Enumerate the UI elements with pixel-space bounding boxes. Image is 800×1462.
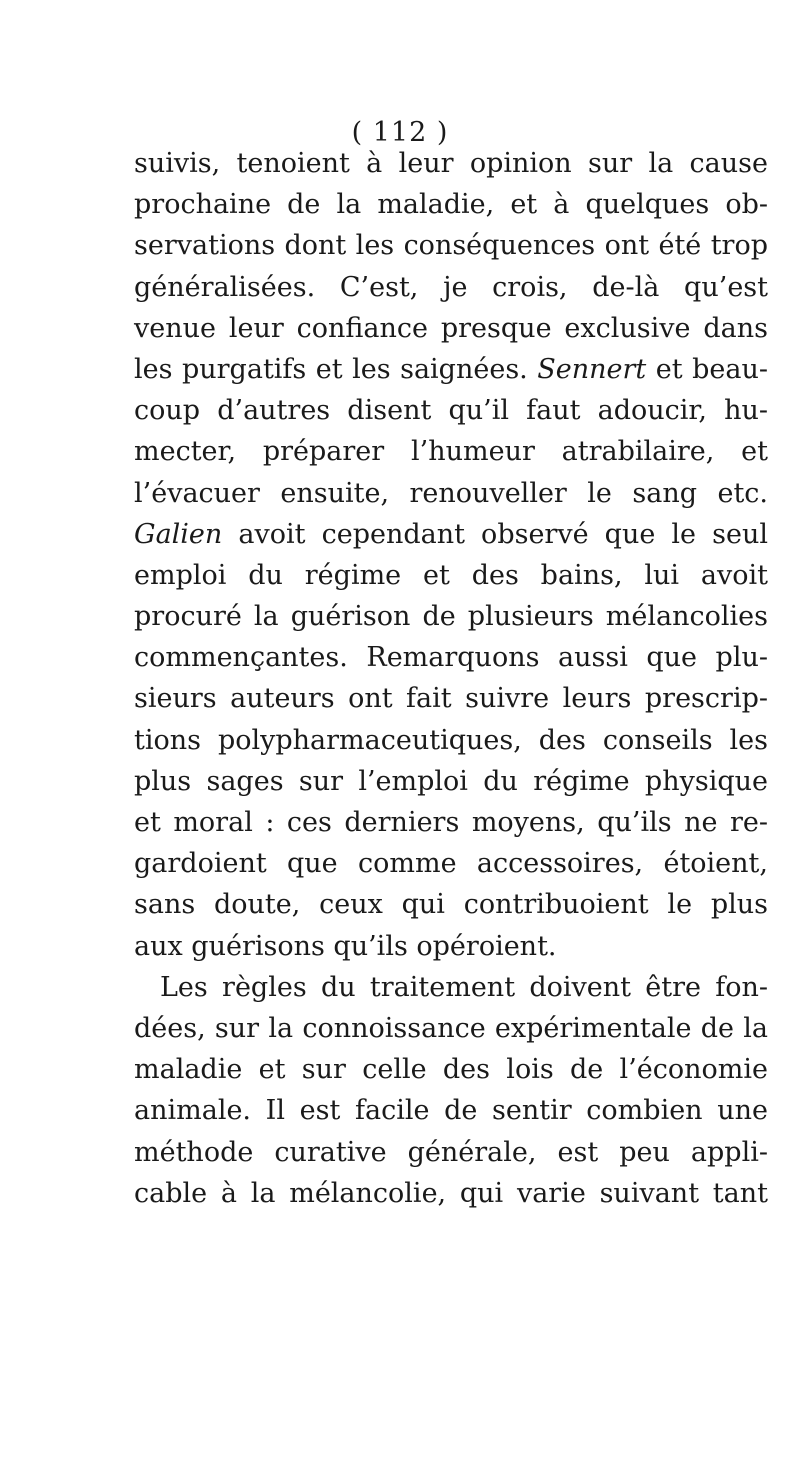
text-line — [134, 1049, 768, 1090]
text-line — [134, 143, 768, 184]
text-line — [134, 843, 768, 884]
text-segment: mecter, préparer l’humeur atrabilaire, et — [134, 436, 768, 468]
text-line — [134, 1173, 768, 1214]
text-segment: maladie et sur celle des lois de l’économie — [134, 1054, 768, 1086]
page-number: ( 112 ) — [351, 117, 449, 148]
text-line — [134, 678, 768, 719]
text-segment: Les règles du traitement doivent être fon- — [160, 971, 768, 1003]
text-line — [134, 1008, 768, 1049]
text-segment: dées, sur la connoissance expérimentale de la — [134, 1012, 768, 1044]
text-line — [134, 349, 768, 390]
text-line — [134, 225, 768, 266]
text-line — [134, 1090, 768, 1131]
text-line — [134, 637, 768, 678]
text-segment: commençantes. Remarquons aussi que plu- — [134, 642, 768, 674]
text-line — [134, 761, 768, 802]
text-segment: tions polypharmaceutiques, des conseils les — [134, 724, 768, 756]
italic-name: Galien — [134, 518, 223, 550]
text-segment: prochaine de la maladie, et à quelques ob- — [134, 189, 768, 221]
text-line — [134, 267, 768, 308]
text-line — [134, 473, 768, 514]
text-segment: emploi du régime et des bains, lui avoit — [134, 559, 768, 591]
text-segment: sieurs auteurs ont fait suivre leurs prescrip- — [134, 683, 768, 715]
text-line — [134, 1132, 768, 1173]
text-segment: cable à la mélancolie, qui varie suivant tant — [134, 1177, 768, 1209]
text-segment: gardoient que comme accessoires, étoient, — [134, 848, 768, 880]
text-line — [134, 802, 768, 843]
text-segment: aux guérisons qu’ils opéroient. — [134, 930, 557, 962]
text-segment: méthode curative générale, est peu appli- — [134, 1136, 768, 1168]
text-line — [134, 308, 768, 349]
text-segment: sans doute, ceux qui contribuoient le plus — [134, 889, 768, 921]
text-segment: venue leur confiance presque exclusive dans — [134, 312, 768, 344]
text-segment: suivis, tenoient à leur opinion sur la cause — [134, 148, 768, 179]
text-segment: et beau- — [646, 353, 768, 385]
text-segment: l’évacuer ensuite, renouveller le sang etc. — [134, 477, 768, 509]
text-line — [134, 926, 768, 967]
text-line — [134, 884, 768, 925]
text-segment: plus sages sur l’emploi du régime physique — [134, 765, 768, 797]
text-line — [134, 390, 768, 431]
text-line — [134, 555, 768, 596]
text-line — [134, 184, 768, 225]
text-segment: avoit cependant observé que le seul — [222, 518, 768, 550]
text-segment: procuré la guérison de plusieurs mélancolies — [134, 601, 768, 633]
text-segment: généralisées. C’est, je crois, de-là qu’est — [134, 271, 768, 303]
text-segment: les purgatifs et les saignées. — [134, 353, 538, 385]
text-line — [134, 720, 768, 761]
text-line — [134, 967, 768, 1008]
text-segment: et moral : ces derniers moyens, qu’ils ne re- — [134, 807, 768, 838]
text-segment: animale. Il est facile de sentir combien une — [134, 1095, 768, 1127]
text-line — [134, 596, 768, 637]
text-segment: servations dont les conséquences ont été trop — [134, 230, 768, 262]
italic-name: Sennert — [537, 353, 647, 385]
text-segment: coup d’autres disent qu’il faut adoucir, hu- — [134, 395, 768, 427]
body-text — [134, 143, 768, 1214]
text-line — [134, 431, 768, 472]
text-line — [134, 514, 768, 555]
